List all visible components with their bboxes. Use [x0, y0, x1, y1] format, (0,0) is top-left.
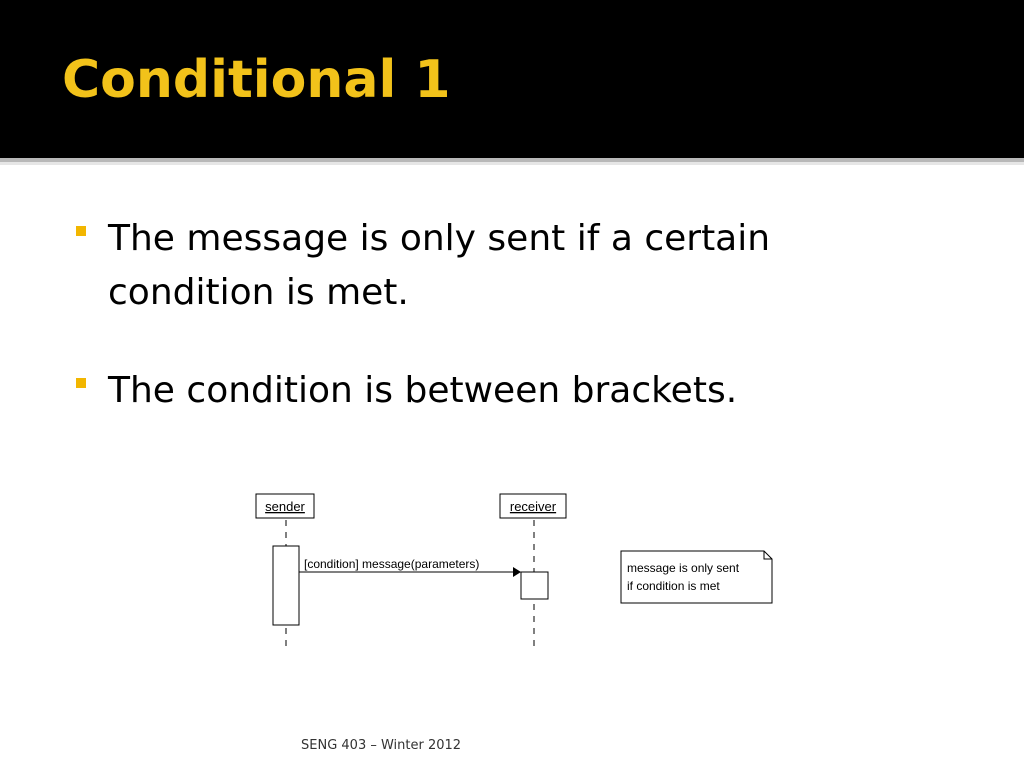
arrowhead-icon: [513, 567, 521, 577]
note-line-1: message is only sent: [627, 561, 740, 575]
sender-activation-box: [273, 546, 299, 625]
receiver-activation-box: [521, 572, 548, 599]
receiver-label: receiver: [509, 499, 557, 514]
note-box: [621, 551, 772, 603]
bullet-list: [70, 212, 970, 462]
note-line-2: if condition is met: [627, 579, 720, 593]
bullet-item: [70, 212, 970, 320]
bullet-text: The message is only sent if a certain condition is met.: [108, 218, 771, 313]
sender-label: sender: [265, 499, 305, 514]
bullet-square-icon: [76, 378, 86, 388]
sequence-diagram: [240, 490, 800, 660]
slide-footer: SENG 403 – Winter 2012: [301, 738, 462, 753]
slide-title: Conditional 1: [62, 50, 451, 110]
bullet-item: [70, 364, 970, 418]
bullet-square-icon: [76, 226, 86, 236]
bullet-text: The condition is between brackets.: [108, 370, 738, 411]
title-divider-shadow: [0, 162, 1024, 165]
message-label: [condition] message(parameters): [304, 557, 480, 571]
